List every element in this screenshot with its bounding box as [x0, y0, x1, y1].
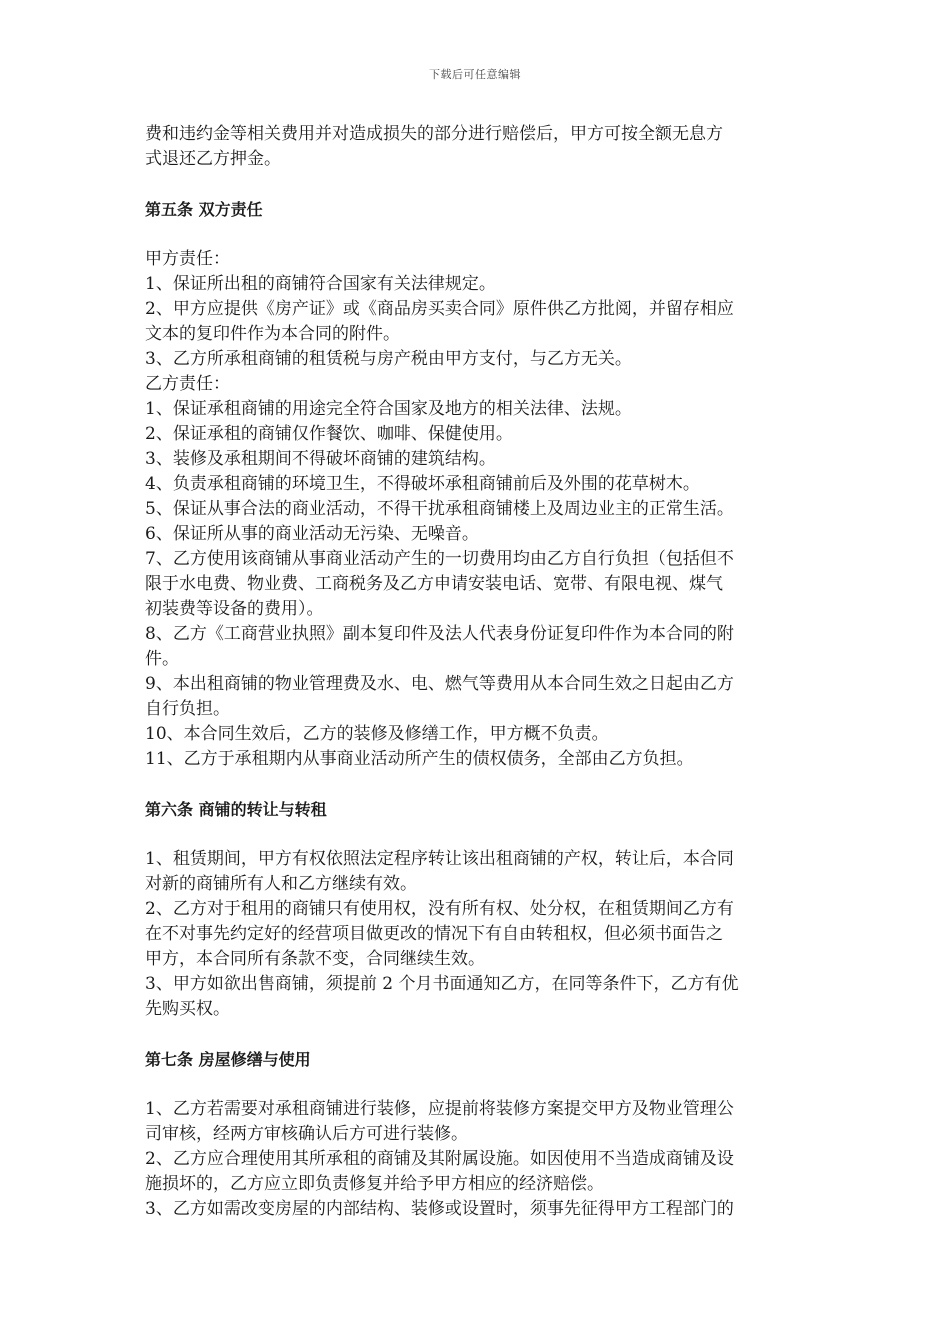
list-item: 施损坏的，乙方应立即负责修复并给予甲方相应的经济赔偿。 [145, 1174, 604, 1194]
spacer [145, 1022, 810, 1047]
list-item: 4、负责承租商铺的环境卫生，不得破坏承租商铺前后及外围的花草树木。 [145, 474, 700, 494]
article7-title: 第七条 房屋修缮与使用 [145, 1050, 311, 1069]
list-item: 2、甲方应提供《房产证》或《商品房买卖合同》原件供乙方批阅，并留存相应 [145, 299, 734, 319]
spacer [145, 222, 810, 247]
list-item: 11、乙方于承租期内从事商业活动所产生的债权债务，全部由乙方负担。 [145, 749, 694, 769]
list-item: 2、乙方应合理使用其所承租的商铺及其附属设施。如因使用不当造成商铺及设 [145, 1149, 734, 1169]
intro-line: 费和违约金等相关费用并对造成损失的部分进行赔偿后，甲方可按全额无息方 [145, 124, 723, 144]
list-item: 文本的复印件作为本合同的附件。 [145, 324, 400, 344]
party-b-label: 乙方责任： [145, 374, 230, 394]
spacer [145, 172, 810, 197]
list-item: 10、本合同生效后，乙方的装修及修缮工作，甲方概不负责。 [145, 724, 609, 744]
list-item: 1、租赁期间，甲方有权依照法定程序转让该出租商铺的产权，转让后，本合同 [145, 849, 734, 869]
spacer [145, 772, 810, 797]
list-item: 初装费等设备的费用）。 [145, 599, 324, 619]
spacer [145, 1072, 810, 1097]
list-item: 9、本出租商铺的物业管理费及水、电、燃气等费用从本合同生效之日起由乙方 [145, 674, 734, 694]
list-item: 限于水电费、物业费、工商税务及乙方申请安装电话、宽带、有限电视、煤气 [145, 574, 723, 594]
list-item: 先购买权。 [145, 999, 230, 1019]
list-item: 8、乙方《工商营业执照》副本复印件及法人代表身份证复印件作为本合同的附 [145, 624, 734, 644]
list-item: 对新的商铺所有人和乙方继续有效。 [145, 874, 417, 894]
list-item: 6、保证所从事的商业活动无污染、无噪音。 [145, 524, 479, 544]
list-item: 5、保证从事合法的商业活动，不得干扰承租商铺楼上及周边业主的正常生活。 [145, 499, 734, 519]
list-item: 3、甲方如欲出售商铺，须提前 2 个月书面通知乙方，在同等条件下，乙方有优 [145, 974, 739, 994]
list-item: 在不对事先约定好的经营项目做更改的情况下有自由转租权，但必须书面告之 [145, 924, 723, 944]
list-item: 7、乙方使用该商铺从事商业活动产生的一切费用均由乙方自行负担（包括但不 [145, 549, 734, 569]
document-body [145, 122, 810, 1222]
list-item: 1、乙方若需要对承租商铺进行装修，应提前将装修方案提交甲方及物业管理公 [145, 1099, 734, 1119]
list-item: 3、装修及承租期间不得破坏商铺的建筑结构。 [145, 449, 496, 469]
article6-title: 第六条 商铺的转让与转租 [145, 800, 327, 819]
list-item: 3、乙方如需改变房屋的内部结构、装修或设置时，须事先征得甲方工程部门的 [145, 1199, 734, 1219]
list-item: 司审核，经两方审核确认后方可进行装修。 [145, 1124, 468, 1144]
list-item: 2、乙方对于租用的商铺只有使用权，没有所有权、处分权，在租赁期间乙方有 [145, 899, 734, 919]
spacer [145, 822, 810, 847]
list-item: 自行负担。 [145, 699, 230, 719]
list-item: 2、保证承租的商铺仅作餐饮、咖啡、保健使用。 [145, 424, 513, 444]
list-item: 1、保证承租商铺的用途完全符合国家及地方的相关法律、法规。 [145, 399, 632, 419]
list-item: 3、乙方所承租商铺的租赁税与房产税由甲方支付，与乙方无关。 [145, 349, 632, 369]
party-a-label: 甲方责任： [145, 249, 230, 269]
article5-title: 第五条 双方责任 [145, 200, 263, 219]
list-item: 件。 [145, 649, 179, 669]
page-header: 下载后可任意编辑 [429, 68, 521, 81]
intro-line: 式退还乙方押金。 [145, 149, 281, 169]
list-item: 1、保证所出租的商铺符合国家有关法律规定。 [145, 274, 496, 294]
list-item: 甲方，本合同所有条款不变，合同继续生效。 [145, 949, 485, 969]
